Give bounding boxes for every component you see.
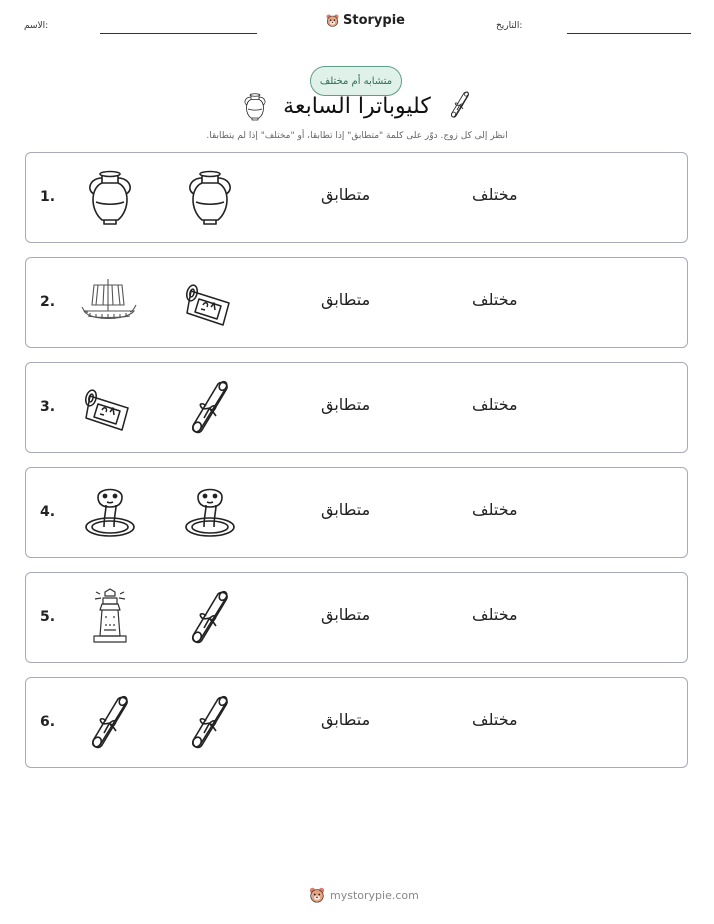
pair-row-3 — [25, 362, 688, 453]
row-number: 1. — [40, 189, 56, 205]
name-label: الاسم: — [24, 21, 49, 31]
amphora-icon — [80, 168, 140, 228]
scroll-icon — [445, 90, 475, 120]
papyrus-icon — [181, 273, 241, 333]
different-option[interactable]: مختلف — [472, 185, 518, 204]
pair-row-5 — [25, 572, 688, 663]
page-title: كليوباترا السابعة — [283, 94, 431, 119]
papyrus-icon — [80, 378, 140, 438]
scroll-icon — [180, 588, 240, 648]
viking-ship-icon — [78, 273, 138, 333]
pair-row-4 — [25, 467, 688, 558]
row-number: 6. — [40, 714, 56, 730]
scroll-icon — [180, 378, 240, 438]
date-line[interactable] — [567, 33, 691, 34]
pair-row-1 — [25, 152, 688, 243]
bear-logo-icon — [308, 886, 326, 904]
row-number: 3. — [40, 399, 56, 415]
same-option[interactable]: متطابق — [321, 710, 371, 729]
different-option[interactable]: مختلف — [472, 605, 518, 624]
footer-site[interactable]: mystorypie.com — [330, 888, 419, 902]
same-option[interactable]: متطابق — [321, 395, 371, 414]
same-option[interactable]: متطابق — [321, 605, 371, 624]
scroll-icon — [180, 693, 240, 753]
lighthouse-icon — [80, 588, 140, 648]
row-number: 4. — [40, 504, 56, 520]
bear-logo-icon — [325, 13, 340, 28]
pair-row-2 — [25, 257, 688, 348]
cobra-icon — [80, 483, 140, 543]
name-line[interactable] — [100, 33, 257, 34]
same-option[interactable]: متطابق — [321, 500, 371, 519]
same-option[interactable]: متطابق — [321, 290, 371, 309]
date-label: التاريخ: — [496, 21, 523, 31]
instructions: انظر إلى كل زوج. دوّر على كلمة "متطابق" إذا تطابقا، أو "مختلف" إذا لم يتطابقا. — [206, 131, 508, 141]
same-option[interactable]: متطابق — [321, 185, 371, 204]
cobra-icon — [180, 483, 240, 543]
pair-row-6 — [25, 677, 688, 768]
logo-text: Storypie — [343, 13, 405, 28]
storypie-logo — [325, 13, 405, 28]
different-option[interactable]: مختلف — [472, 395, 518, 414]
row-number: 5. — [40, 609, 56, 625]
scroll-icon — [80, 693, 140, 753]
footer — [308, 886, 419, 904]
different-option[interactable]: مختلف — [472, 710, 518, 729]
amphora-icon — [180, 168, 240, 228]
worksheet-type-badge: متشابه أم مختلف — [310, 66, 402, 96]
different-option[interactable]: مختلف — [472, 290, 518, 309]
different-option[interactable]: مختلف — [472, 500, 518, 519]
row-number: 2. — [40, 294, 56, 310]
